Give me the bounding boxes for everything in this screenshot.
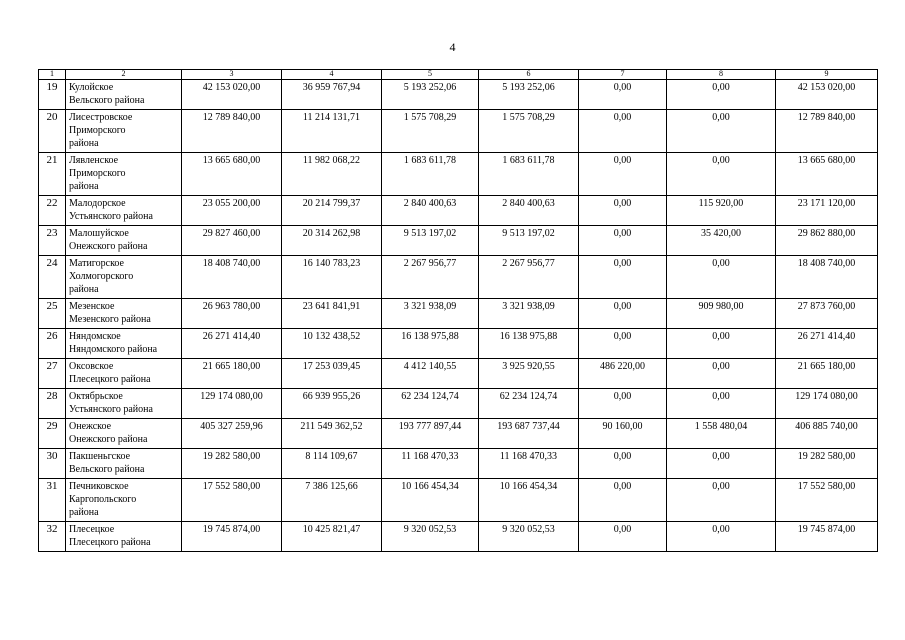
amount-cell: 0,00 xyxy=(579,256,667,299)
settlement-name-line: Вельского района xyxy=(69,464,145,475)
column-number-cell: 9 xyxy=(776,70,878,80)
settlement-name-line: Онежского района xyxy=(69,241,148,252)
table-row xyxy=(39,153,878,196)
amount-cell: 27 873 760,00 xyxy=(776,299,878,329)
amount-cell: 2 267 956,77 xyxy=(382,256,479,299)
amount-cell: 7 386 125,66 xyxy=(282,479,382,522)
amount-cell: 23 171 120,00 xyxy=(776,196,878,226)
settlement-name-cell xyxy=(66,522,182,552)
amount-cell: 26 271 414,40 xyxy=(182,329,282,359)
amount-cell: 36 959 767,94 xyxy=(282,80,382,110)
amount-cell: 16 138 975,88 xyxy=(479,329,579,359)
settlement-name-cell xyxy=(66,359,182,389)
amount-cell: 10 132 438,52 xyxy=(282,329,382,359)
amount-cell: 0,00 xyxy=(579,153,667,196)
table-row xyxy=(39,389,878,419)
settlement-name-line: района xyxy=(69,507,99,518)
table-row xyxy=(39,329,878,359)
amount-cell: 405 327 259,96 xyxy=(182,419,282,449)
amount-cell: 10 166 454,34 xyxy=(382,479,479,522)
page-number: 4 xyxy=(449,40,456,54)
column-number-cell: 4 xyxy=(282,70,382,80)
settlement-name-line: Онежское xyxy=(69,421,112,432)
amount-cell: 18 408 740,00 xyxy=(182,256,282,299)
amount-cell: 16 140 783,23 xyxy=(282,256,382,299)
amount-cell: 2 840 400,63 xyxy=(382,196,479,226)
amount-cell: 0,00 xyxy=(579,196,667,226)
settlement-name-cell xyxy=(66,299,182,329)
amount-cell: 62 234 124,74 xyxy=(479,389,579,419)
settlement-name-cell xyxy=(66,256,182,299)
settlement-name-line: Няндомского района xyxy=(69,344,158,355)
amount-cell: 62 234 124,74 xyxy=(382,389,479,419)
amount-cell: 0,00 xyxy=(667,449,776,479)
amount-cell: 0,00 xyxy=(579,110,667,153)
amount-cell: 486 220,00 xyxy=(579,359,667,389)
amount-cell: 12 789 840,00 xyxy=(182,110,282,153)
settlement-name-line: Малодорское xyxy=(69,198,126,209)
settlement-name-line: Устьянского района xyxy=(69,211,153,222)
table-row xyxy=(39,80,878,110)
amount-cell: 10 166 454,34 xyxy=(479,479,579,522)
amount-cell: 3 321 938,09 xyxy=(479,299,579,329)
amount-cell: 0,00 xyxy=(667,389,776,419)
amount-cell: 1 683 611,78 xyxy=(479,153,579,196)
row-number: 29 xyxy=(39,419,66,449)
settlement-name-cell xyxy=(66,419,182,449)
amount-cell: 0,00 xyxy=(667,153,776,196)
column-number-cell: 1 xyxy=(39,70,66,80)
amount-cell: 10 425 821,47 xyxy=(282,522,382,552)
amount-cell: 23 641 841,91 xyxy=(282,299,382,329)
settlement-name-line: Матигорское xyxy=(69,258,124,269)
column-number-cell: 7 xyxy=(579,70,667,80)
settlement-name-line: Приморского xyxy=(69,125,126,136)
amount-cell: 4 412 140,55 xyxy=(382,359,479,389)
settlement-name-line: Печниковское xyxy=(69,481,129,492)
row-number: 28 xyxy=(39,389,66,419)
settlement-name-line: Мезенского района xyxy=(69,314,151,325)
amount-cell: 3 925 920,55 xyxy=(479,359,579,389)
row-number: 23 xyxy=(39,226,66,256)
amount-cell: 23 055 200,00 xyxy=(182,196,282,226)
column-number-cell: 6 xyxy=(479,70,579,80)
amount-cell: 18 408 740,00 xyxy=(776,256,878,299)
settlement-name-cell xyxy=(66,196,182,226)
table-body xyxy=(39,70,878,552)
amount-cell: 21 665 180,00 xyxy=(776,359,878,389)
amount-cell: 2 840 400,63 xyxy=(479,196,579,226)
row-number: 30 xyxy=(39,449,66,479)
amount-cell: 0,00 xyxy=(579,449,667,479)
settlement-name-line: Вельского района xyxy=(69,95,145,106)
settlement-name-line: Холмогорского xyxy=(69,271,134,282)
amount-cell: 8 114 109,67 xyxy=(282,449,382,479)
amount-cell: 0,00 xyxy=(667,256,776,299)
settlement-name-line: Мезенское xyxy=(69,301,115,312)
settlement-name-line: района xyxy=(69,284,99,295)
amount-cell: 406 885 740,00 xyxy=(776,419,878,449)
settlement-name-line: Октябрьское xyxy=(69,391,123,402)
amount-cell: 9 320 052,53 xyxy=(479,522,579,552)
amount-cell: 115 920,00 xyxy=(667,196,776,226)
amount-cell: 0,00 xyxy=(667,359,776,389)
table-row xyxy=(39,522,878,552)
amount-cell: 19 745 874,00 xyxy=(776,522,878,552)
amount-cell: 26 271 414,40 xyxy=(776,329,878,359)
table-row xyxy=(39,196,878,226)
amount-cell: 129 174 080,00 xyxy=(182,389,282,419)
column-number-cell: 2 xyxy=(66,70,182,80)
amount-cell: 193 687 737,44 xyxy=(479,419,579,449)
row-number: 19 xyxy=(39,80,66,110)
row-number: 32 xyxy=(39,522,66,552)
amount-cell: 909 980,00 xyxy=(667,299,776,329)
amount-cell: 0,00 xyxy=(667,80,776,110)
amount-cell: 11 214 131,71 xyxy=(282,110,382,153)
amount-cell: 1 575 708,29 xyxy=(479,110,579,153)
settlement-name-line: Плесецкого района xyxy=(69,537,151,548)
amount-cell: 26 963 780,00 xyxy=(182,299,282,329)
table-row xyxy=(39,256,878,299)
amount-cell: 0,00 xyxy=(667,110,776,153)
amount-cell: 9 513 197,02 xyxy=(479,226,579,256)
table-row xyxy=(39,299,878,329)
amount-cell: 0,00 xyxy=(667,329,776,359)
amount-cell: 42 153 020,00 xyxy=(776,80,878,110)
amount-cell: 211 549 362,52 xyxy=(282,419,382,449)
amount-cell: 0,00 xyxy=(667,522,776,552)
amount-cell: 5 193 252,06 xyxy=(382,80,479,110)
budget-table xyxy=(38,69,878,552)
amount-cell: 2 267 956,77 xyxy=(479,256,579,299)
settlement-name-line: Пакшеньгское xyxy=(69,451,131,462)
amount-cell: 3 321 938,09 xyxy=(382,299,479,329)
amount-cell: 42 153 020,00 xyxy=(182,80,282,110)
amount-cell: 20 314 262,98 xyxy=(282,226,382,256)
amount-cell: 129 174 080,00 xyxy=(776,389,878,419)
amount-cell: 29 827 460,00 xyxy=(182,226,282,256)
amount-cell: 66 939 955,26 xyxy=(282,389,382,419)
table-row xyxy=(39,110,878,153)
settlement-name-line: Онежского района xyxy=(69,434,148,445)
settlement-name-line: Кулойское xyxy=(69,82,114,93)
amount-cell: 35 420,00 xyxy=(667,226,776,256)
column-number-cell: 3 xyxy=(182,70,282,80)
column-number-cell: 8 xyxy=(667,70,776,80)
amount-cell: 29 862 880,00 xyxy=(776,226,878,256)
settlement-name-cell xyxy=(66,80,182,110)
settlement-name-line: района xyxy=(69,138,99,149)
settlement-name-line: Лявленское xyxy=(69,155,119,166)
amount-cell: 1 683 611,78 xyxy=(382,153,479,196)
settlement-name-line: Приморского xyxy=(69,168,126,179)
settlement-name-line: Устьянского района xyxy=(69,404,153,415)
row-number: 24 xyxy=(39,256,66,299)
amount-cell: 11 982 068,22 xyxy=(282,153,382,196)
column-number-row xyxy=(39,70,878,80)
settlement-name-line: Оксовское xyxy=(69,361,114,372)
settlement-name-cell xyxy=(66,479,182,522)
settlement-name-line: Плесецкого района xyxy=(69,374,151,385)
row-number: 26 xyxy=(39,329,66,359)
amount-cell: 193 777 897,44 xyxy=(382,419,479,449)
settlement-name-cell xyxy=(66,389,182,419)
settlement-name-line: Каргопольского xyxy=(69,494,137,505)
table-row xyxy=(39,419,878,449)
settlement-name-cell xyxy=(66,226,182,256)
amount-cell: 90 160,00 xyxy=(579,419,667,449)
row-number: 21 xyxy=(39,153,66,196)
amount-cell: 17 552 580,00 xyxy=(182,479,282,522)
amount-cell: 0,00 xyxy=(579,389,667,419)
settlement-name-cell xyxy=(66,110,182,153)
row-number: 20 xyxy=(39,110,66,153)
table-row xyxy=(39,449,878,479)
table-row xyxy=(39,479,878,522)
amount-cell: 0,00 xyxy=(579,226,667,256)
row-number: 31 xyxy=(39,479,66,522)
table-row xyxy=(39,226,878,256)
amount-cell: 13 665 680,00 xyxy=(182,153,282,196)
column-number-cell: 5 xyxy=(382,70,479,80)
amount-cell: 9 513 197,02 xyxy=(382,226,479,256)
amount-cell: 0,00 xyxy=(579,299,667,329)
settlement-name-cell xyxy=(66,329,182,359)
settlement-name-line: Малошуйское xyxy=(69,228,129,239)
amount-cell: 19 282 580,00 xyxy=(182,449,282,479)
settlement-name-line: Няндомское xyxy=(69,331,121,342)
amount-cell: 11 168 470,33 xyxy=(479,449,579,479)
settlement-name-cell xyxy=(66,449,182,479)
amount-cell: 11 168 470,33 xyxy=(382,449,479,479)
row-number: 22 xyxy=(39,196,66,226)
amount-cell: 9 320 052,53 xyxy=(382,522,479,552)
amount-cell: 20 214 799,37 xyxy=(282,196,382,226)
amount-cell: 1 575 708,29 xyxy=(382,110,479,153)
table-row xyxy=(39,359,878,389)
amount-cell: 17 552 580,00 xyxy=(776,479,878,522)
amount-cell: 19 745 874,00 xyxy=(182,522,282,552)
settlement-name-line: района xyxy=(69,181,99,192)
amount-cell: 0,00 xyxy=(667,479,776,522)
amount-cell: 16 138 975,88 xyxy=(382,329,479,359)
amount-cell: 21 665 180,00 xyxy=(182,359,282,389)
amount-cell: 1 558 480,04 xyxy=(667,419,776,449)
amount-cell: 0,00 xyxy=(579,329,667,359)
settlement-name-line: Лисестровское xyxy=(69,112,133,123)
amount-cell: 0,00 xyxy=(579,522,667,552)
amount-cell: 5 193 252,06 xyxy=(479,80,579,110)
row-number: 25 xyxy=(39,299,66,329)
amount-cell: 12 789 840,00 xyxy=(776,110,878,153)
settlement-name-line: Плесецкое xyxy=(69,524,115,535)
amount-cell: 0,00 xyxy=(579,80,667,110)
row-number: 27 xyxy=(39,359,66,389)
amount-cell: 13 665 680,00 xyxy=(776,153,878,196)
settlement-name-cell xyxy=(66,153,182,196)
amount-cell: 17 253 039,45 xyxy=(282,359,382,389)
amount-cell: 19 282 580,00 xyxy=(776,449,878,479)
amount-cell: 0,00 xyxy=(579,479,667,522)
